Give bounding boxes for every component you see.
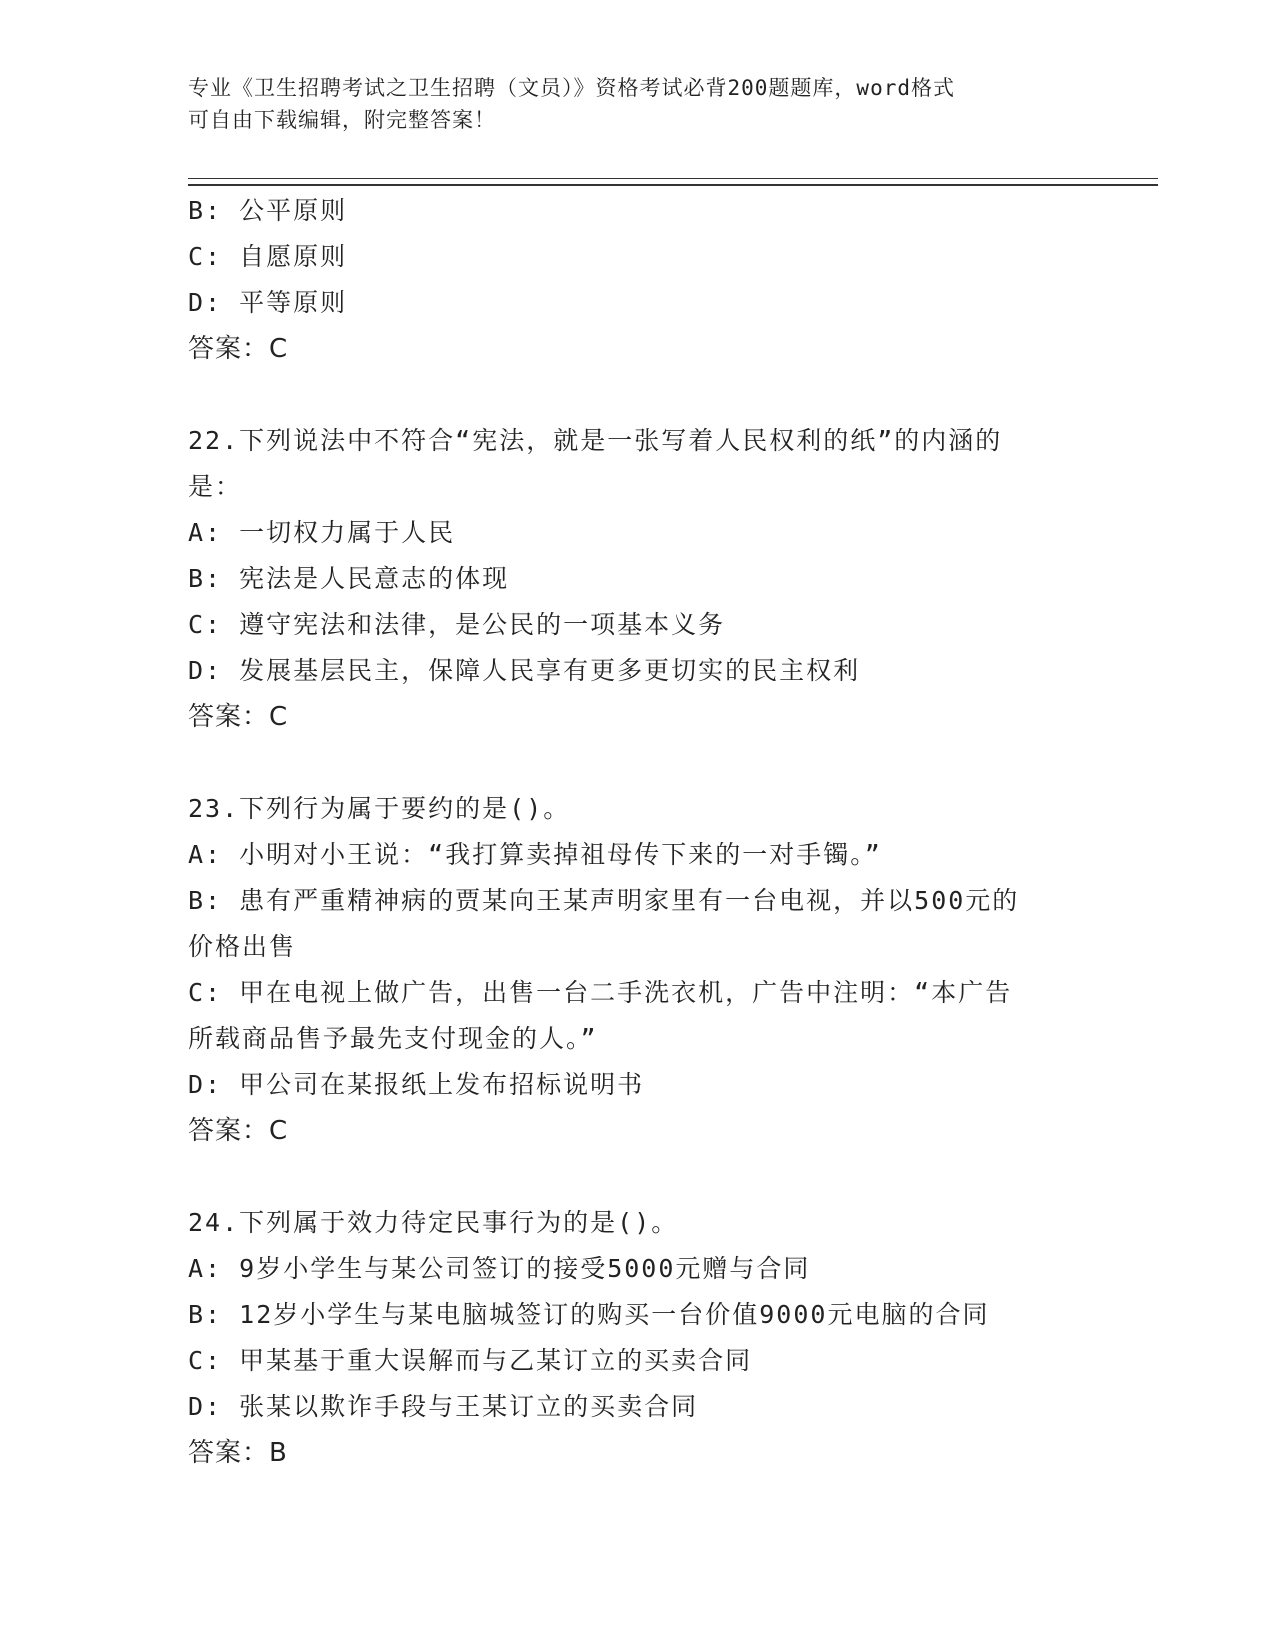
q22-stem-line1: 22.下列说法中不符合“宪法，就是一张写着人民权利的纸”的内涵的 [188, 426, 1003, 455]
q23-option-c-line2: 所载商品售予最先支付现金的人。” [188, 1024, 598, 1053]
spacer [188, 1154, 1088, 1200]
question-22 [188, 418, 1088, 740]
q23-option-c-line1: C: 甲在电视上做广告，出售一台二手洗衣机，广告中注明：“本广告 [188, 978, 1013, 1007]
document-header [188, 72, 1068, 136]
q22-option-c: C: 遵守宪法和法律，是公民的一项基本义务 [188, 610, 726, 639]
q21-option-c: C: 自愿原则 [188, 242, 348, 271]
q24-stem: 24.下列属于效力待定民事行为的是()。 [188, 1208, 679, 1237]
header-title-line2: 可自由下载编辑，附完整答案！ [188, 108, 496, 132]
q23-option-b-line1: B: 患有严重精神病的贾某向王某声明家里有一台电视，并以500元的 [188, 886, 1020, 915]
q24-answer: 答案：B [188, 1438, 288, 1468]
q22-answer: 答案：C [188, 702, 289, 732]
q23-option-a: A: 小明对小王说：“我打算卖掉祖母传下来的一对手镯。” [188, 840, 882, 869]
spacer [188, 740, 1088, 786]
q22-option-a: A: 一切权力属于人民 [188, 518, 456, 547]
q24-option-a: A: 9岁小学生与某公司签订的接受5000元赠与合同 [188, 1254, 811, 1283]
q23-answer: 答案：C [188, 1116, 289, 1146]
q24-option-d: D: 张某以欺诈手段与王某订立的买卖合同 [188, 1392, 699, 1421]
q23-stem: 23.下列行为属于要约的是()。 [188, 794, 571, 823]
q22-option-b: B: 宪法是人民意志的体现 [188, 564, 510, 593]
spacer [188, 372, 1088, 418]
q22-stem-line2: 是： [188, 472, 243, 501]
header-divider [188, 178, 1158, 186]
q21-answer: 答案：C [188, 334, 289, 364]
q21-option-b: B: 公平原则 [188, 196, 348, 225]
q23-option-d: D: 甲公司在某报纸上发布招标说明书 [188, 1070, 645, 1099]
q23-option-b-line2: 价格出售 [188, 932, 297, 961]
question-21-tail [188, 188, 1088, 372]
question-24 [188, 1200, 1088, 1476]
question-23 [188, 786, 1088, 1154]
q24-option-b: B: 12岁小学生与某电脑城签订的购买一台价值9000元电脑的合同 [188, 1300, 990, 1329]
header-title-line1: 专业《卫生招聘考试之卫生招聘（文员）》资格考试必背200题题库，word格式 [188, 76, 955, 100]
q24-option-c: C: 甲某基于重大误解而与乙某订立的买卖合同 [188, 1346, 753, 1375]
q22-option-d: D: 发展基层民主，保障人民享有更多更切实的民主权利 [188, 656, 861, 685]
q21-option-d: D: 平等原则 [188, 288, 348, 317]
question-list [188, 188, 1088, 1476]
